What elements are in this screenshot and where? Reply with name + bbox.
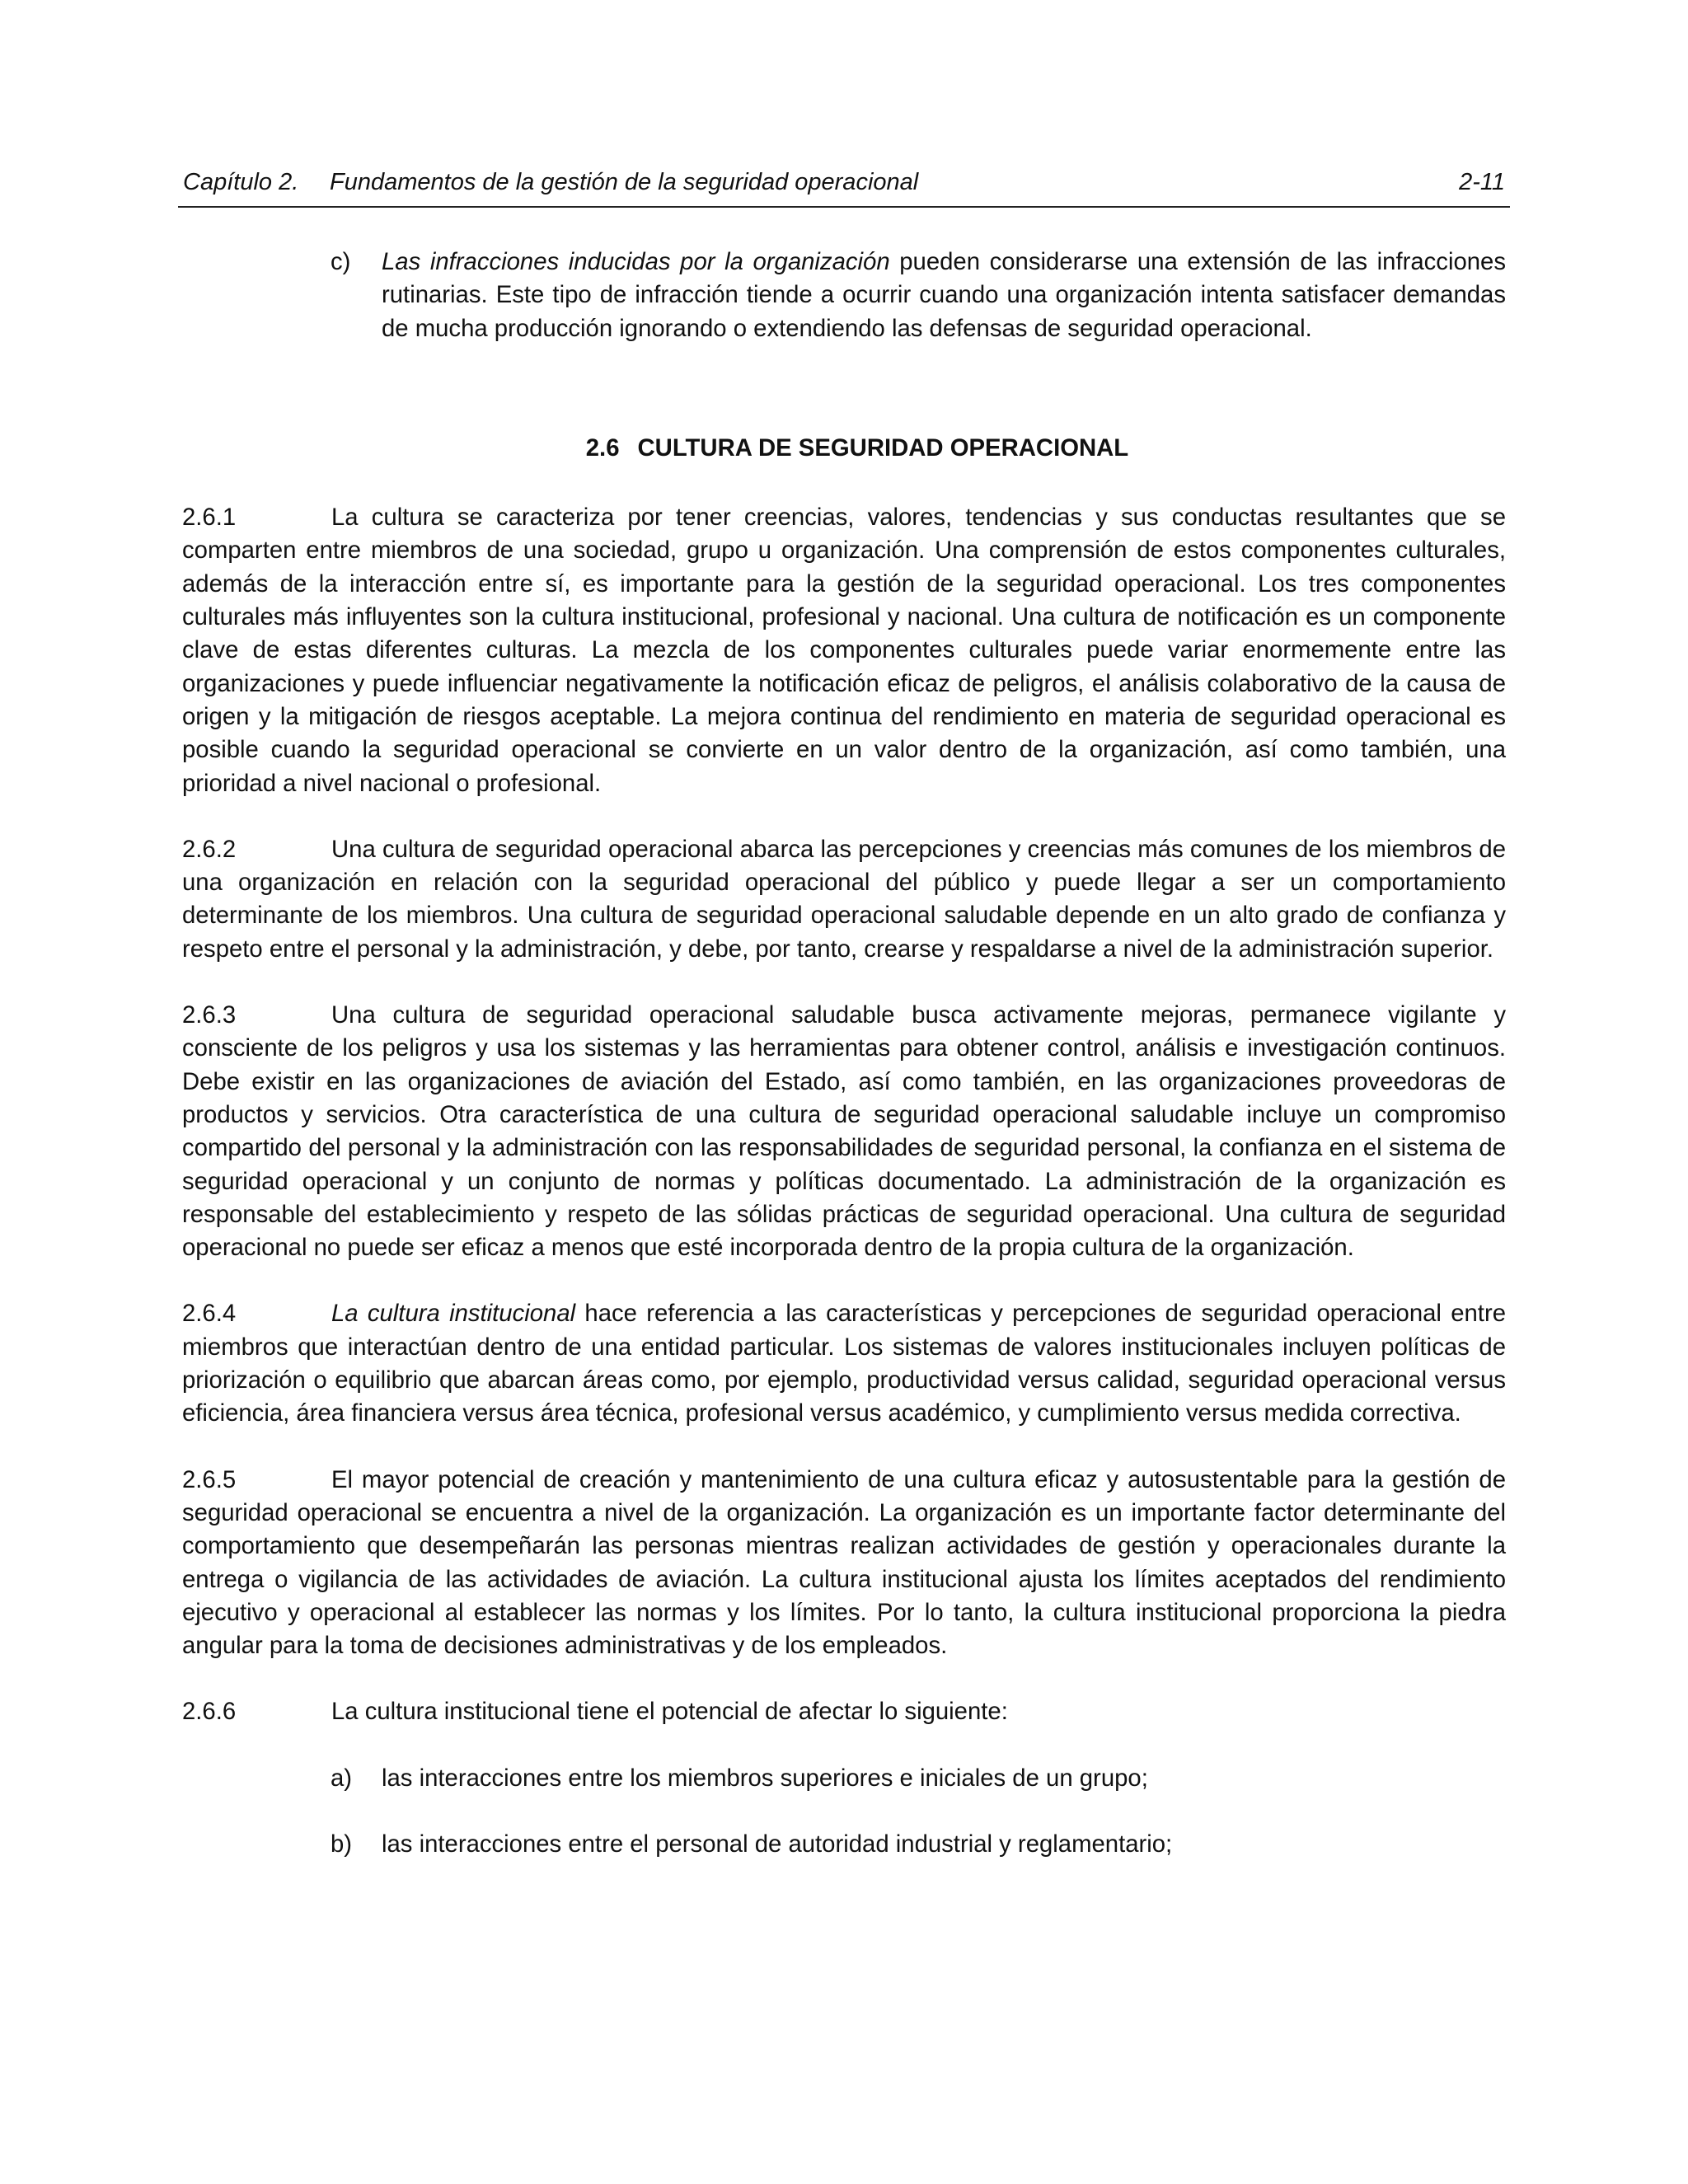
paragraph-text: La cultura institucional tiene el potencial de afectar lo siguiente: [331,1698,1008,1726]
paragraph-number: 2.6.3 [182,1001,237,1029]
list-item-b [182,1828,1506,1861]
list-item-c [182,246,1506,345]
list-item-text: las interacciones entre el personal de autoridad industrial y reglamentario; [382,1830,1173,1858]
list-item-text: las interacciones entre los miembros superiores e iniciales de un grupo; [382,1764,1148,1792]
paragraph-text: El mayor potencial de creación y mantenimiento de una cultura eficaz y autosustentable para la gestión de seguridad operacional se encuentra a nivel de la organización. La organización es un importante factor determinante del comportamiento que desempeñarán las personas mientras realizan actividades de gestión y operacionales durante la entrega o vigilancia de las actividades de aviación. La cultura institucional ajusta los límites aceptados del rendimiento ejecutivo y operacional al establecer las normas y los límites. Por lo tanto, la cultura institucional proporciona la piedra angular para la toma de decisiones administrativas y de los empleados. [182,1465,1506,1660]
paragraph-number: 2.6.6 [182,1698,237,1726]
paragraph-number: 2.6.5 [182,1465,237,1493]
paragraph-2-6-2 [182,833,1506,966]
list-item-letter: a) [331,1764,353,1792]
chapter-label: Capítulo 2. [183,169,299,195]
page-body [182,246,1506,1894]
paragraph-number: 2.6.4 [182,1300,237,1328]
paragraph-2-6-4 [182,1297,1506,1430]
page-number: 2-11 [1459,169,1505,195]
paragraph-text: Una cultura de seguridad operacional abarca las percepciones y creencias más comunes de los miembros de una organización en relación con la seguridad operacional del público y puede llegar a ser un comportamiento determinante de los miembros. Una cultura de seguridad operacional saludable depende en un alto grado de confianza y respeto entre el personal y la administración, y debe, por tanto, crearse y respaldarse a nivel de la administración superior. [182,835,1506,963]
italic-lead: La cultura institucional [331,1300,576,1328]
page-header [178,165,1510,208]
paragraph-2-6-6 [182,1695,1506,1728]
list-item-letter: b) [331,1830,353,1858]
paragraph-text: hace referencia a las características y percepciones de seguridad operacional entre miembros que interactúan dentro de una entidad particular. Los sistemas de valores institucionales incluyen políticas de priorización o equilibrio que abarcan áreas como, por ejemplo, productividad versus calidad, seguridad operacional versus eficiencia, área financiera versus área técnica, profesional versus académico, y cumplimiento versus medida correctiva. [182,1300,1506,1427]
paragraph-2-6-1 [182,501,1506,800]
section-number: 2.6 [585,434,620,462]
paragraph-number: 2.6.2 [182,835,237,863]
paragraph-2-6-3 [182,999,1506,1264]
list-item-text [382,246,1506,345]
paragraph-text: La cultura se caracteriza por tener creencias, valores, tendencias y sus conductas resultantes que se comparten entre miembros de una sociedad, grupo u organización. Una comprensión de estos componentes culturales, además de la interacción entre sí, es importante para la gestión de la seguridad operacional. Los tres componentes culturales más influyentes son la cultura institucional, profesional y nacional. Una cultura de notificación es un componente clave de estas diferentes culturas. La mezcla de los componentes culturales puede variar enormemente entre las organizaciones y puede influenciar negativamente la notificación eficaz de peligros, el análisis colaborativo de la causa de origen y la mitigación de riesgos aceptable. La mejora continua del rendimiento en materia de seguridad operacional es posible cuando la seguridad operacional se convierte en un valor dentro de la organización, así como también, una prioridad a nivel nacional o profesional. [182,504,1506,797]
section-title: CULTURA DE SEGURIDAD OPERACIONAL [637,434,1129,462]
list-item-letter: c) [331,248,351,275]
paragraph-number: 2.6.1 [182,504,237,532]
italic-lead: Las infracciones inducidas por la organización [382,248,890,275]
paragraph-2-6-5 [182,1464,1506,1663]
section-heading [182,432,1506,465]
chapter-title: Fundamentos de la gestión de la seguridad operacional [330,169,919,195]
list-item-a [182,1762,1506,1795]
paragraph-text: Una cultura de seguridad operacional saludable busca activamente mejoras, permanece vigilante y consciente de los peligros y usa los sistemas y las herramientas para obtener control, análisis e investigación continuos. Debe existir en las organizaciones de aviación del Estado, así como también, en las organizaciones proveedoras de productos y servicios. Otra característica de una cultura de seguridad operacional saludable incluye un compromiso compartido del personal y la administración con las responsabilidades de seguridad personal, la confianza en el sistema de seguridad operacional y un conjunto de normas y políticas documentado. La administración de la organización es responsable del establecimiento y respeto de las sólidas prácticas de seguridad operacional. Una cultura de seguridad operacional no puede ser eficaz a menos que esté incorporada dentro de la propia cultura de la organización. [182,1001,1506,1262]
list-item-body: pueden considerarse una extensión de las infracciones rutinarias. Este tipo de infracción tiende a ocurrir cuando una organización intenta satisfacer demandas de mucha producción ignorando o extendiendo las defensas de seguridad operacional. [382,248,1506,342]
